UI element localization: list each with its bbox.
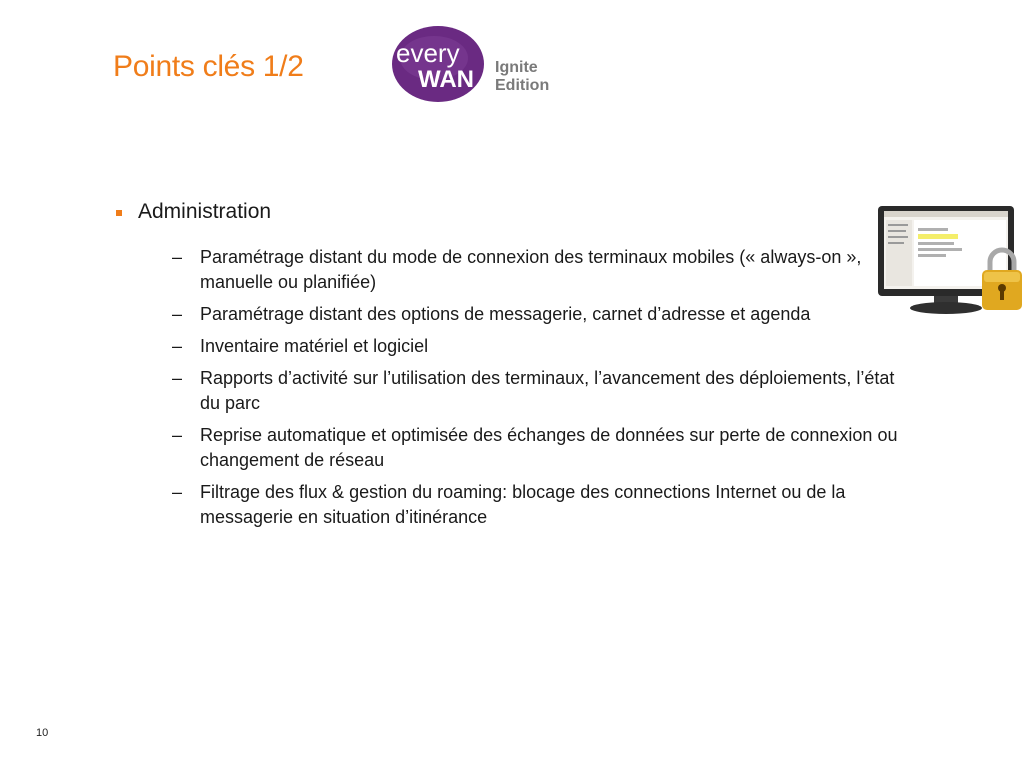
dash-icon: – xyxy=(172,304,183,324)
logo-edition-line1: Ignite xyxy=(495,59,538,76)
logo-edition-line2: Edition xyxy=(495,77,550,94)
dash-icon: – xyxy=(172,482,183,502)
list-item xyxy=(172,366,912,416)
dash-icon: – xyxy=(172,247,183,267)
slide-title: Points clés 1/2 xyxy=(113,50,304,83)
bullet-administration xyxy=(113,200,271,224)
list-item-text: Paramétrage distant des options de messagerie, carnet d’adresse et agenda xyxy=(200,304,811,324)
dash-icon: – xyxy=(172,368,183,388)
list-item xyxy=(172,480,912,530)
list-item-text: Rapports d’activité sur l’utilisation des terminaux, l’avancement des déploiements, l’état du parc xyxy=(200,368,895,413)
logo-word-every: every xyxy=(396,38,460,68)
bullet-heading: Administration xyxy=(138,200,272,223)
list-item xyxy=(172,334,912,359)
list-item-text: Reprise automatique et optimisée des échanges de données sur perte de connexion ou changement de réseau xyxy=(200,425,898,470)
sub-bullet-list xyxy=(172,245,912,537)
list-item-text: Inventaire matériel et logiciel xyxy=(200,336,429,356)
dash-icon: – xyxy=(172,425,183,445)
list-item xyxy=(172,245,912,295)
page-number: 10 xyxy=(36,727,49,739)
everywan-logo xyxy=(390,24,580,104)
logo-word-wan: WAN xyxy=(418,66,474,93)
list-item xyxy=(172,423,912,473)
list-item xyxy=(172,302,912,327)
list-item-text: Paramétrage distant du mode de connexion des terminaux mobiles (« always-on », manuelle ou planifiée) xyxy=(200,247,862,292)
list-item-text: Filtrage des flux & gestion du roaming: blocage des connections Internet ou de la messagerie en situation d’itinérance xyxy=(200,482,846,527)
monitor-illustration xyxy=(874,202,1022,318)
dash-icon: – xyxy=(172,336,183,356)
bullet-square-icon xyxy=(116,210,122,216)
